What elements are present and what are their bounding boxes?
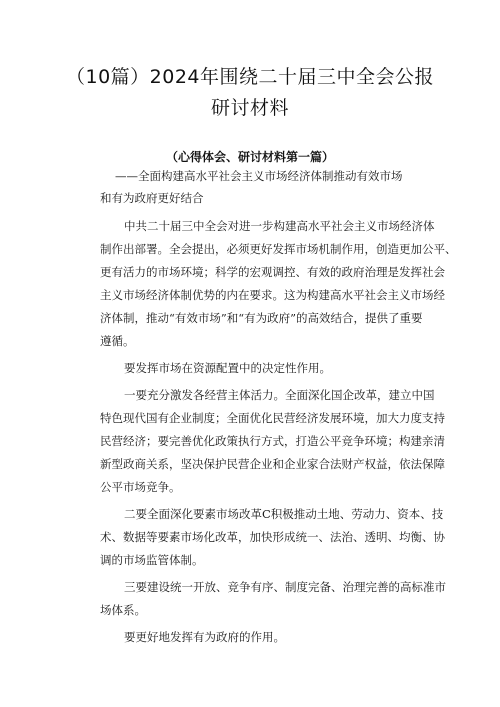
body-line: 新型政商关系，坚决保护民营企业和企业家合法财产权益，依法保障 (100, 457, 445, 471)
body-line: 民营经济；要完善优化政策执行方式，打造公平竞争环境；构建亲清 (100, 434, 445, 448)
body-line: 遵循。 (100, 334, 135, 348)
body-line: 和有为政府更好结合 (100, 191, 204, 205)
body-line: 公平市场竞争。 (100, 480, 181, 494)
body-line: 特色现代国有企业制度；全面优化民营经济发展环境，加大力度支持 (100, 411, 445, 425)
body-line: 二要全面深化要素市场改革C积极推动土地、劳动力、资本、技 (124, 507, 444, 521)
body-line: 主义市场经济体制优势的内在要求。这为构建高水平社会主义市场经 (100, 288, 445, 302)
document-title-line-2: 研讨材料 (210, 97, 289, 119)
body-line: 调的市场监管体制。 (100, 553, 204, 567)
body-line: 术、数据等要素市场化改革，加快形成统一、法治、透明、均衡、协 (100, 530, 445, 544)
document-title-line-1: （10篇）2024年围绕二十届三中全会公报 (65, 66, 435, 88)
body-line: ——全面构建高水平社会主义市场经济体制推动有效市场 (115, 169, 403, 183)
body-line: 要发挥市场在资源配置中的决定性作用。 (124, 361, 331, 375)
body-line: 济体制，推动“有效市场”和“有为政府”的高效结合，提供了重要 (100, 311, 423, 325)
body-line: 要更好地发挥有为政府的作用。 (124, 630, 285, 644)
body-line: 三要建设统一开放、竞争有序、制度完备、治理完善的高标准市 (124, 580, 446, 594)
body-line: 一要充分激发各经营主体活力。全面深化国企改革，建立中国 (124, 388, 435, 402)
body-line: 中共二十届三中全会对进一步构建高水平社会主义市场经济体 (124, 219, 435, 233)
body-line: 制作出部署。全会提出，必须更好发挥市场机制作用，创造更加公平、 (100, 242, 457, 256)
body-line: 场体系。 (100, 603, 146, 617)
body-line: 更有活力的市场环境；科学的宏观调控、有效的政府治理是发挥社会 (100, 265, 445, 279)
document-subtitle: （心得体会、研讨材料第一篇） (165, 150, 334, 164)
